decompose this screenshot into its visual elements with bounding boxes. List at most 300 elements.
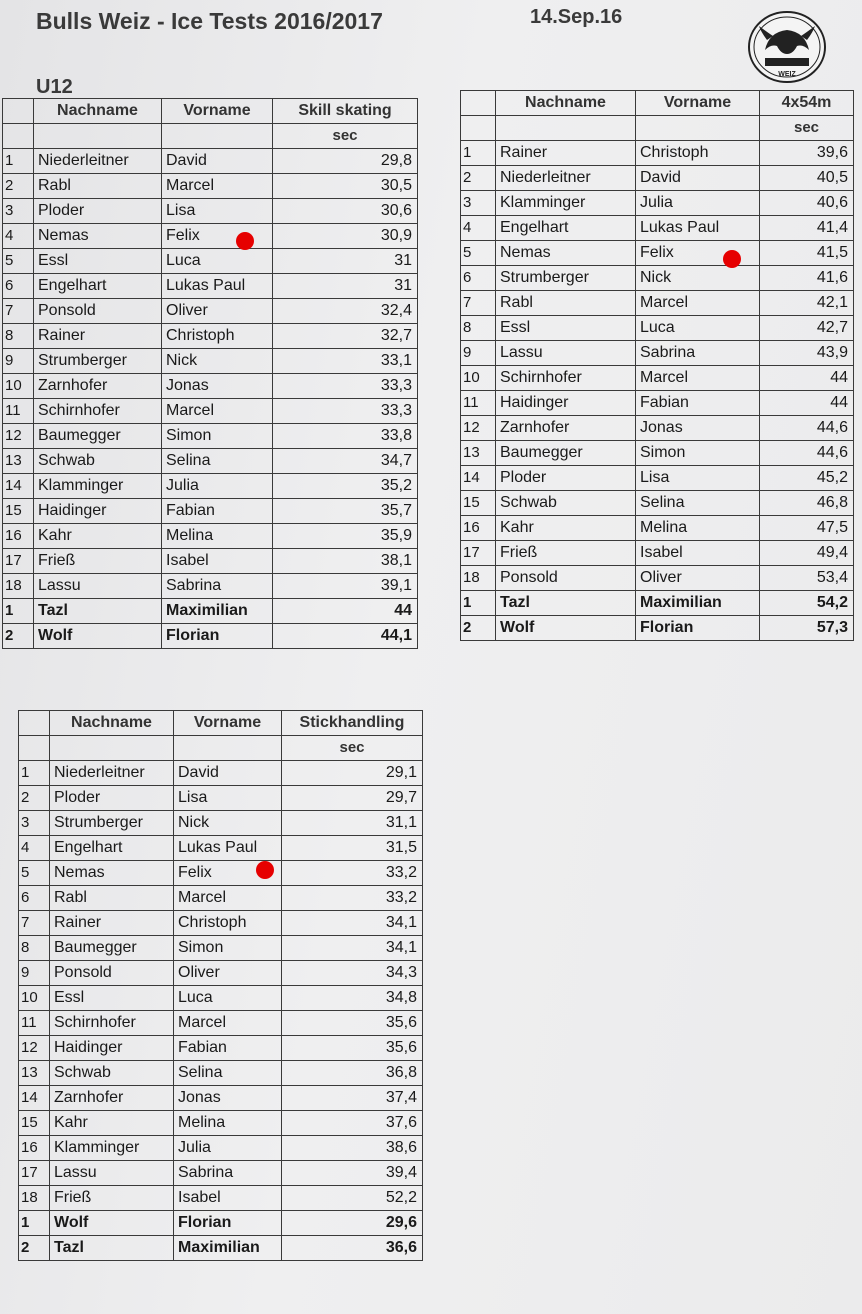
time-cell: 33,8 xyxy=(273,424,418,449)
rank-cell: 9 xyxy=(3,349,34,374)
lastname-cell: Haidinger xyxy=(496,391,636,416)
firstname-cell: Christoph xyxy=(162,324,273,349)
header-firstname: Vorname xyxy=(636,91,760,116)
rank-cell: 4 xyxy=(461,216,496,241)
time-cell: 40,5 xyxy=(760,166,854,191)
time-cell: 44,6 xyxy=(760,441,854,466)
firstname-cell: Isabel xyxy=(162,549,273,574)
rank-cell: 6 xyxy=(19,886,50,911)
empty-cell xyxy=(461,116,496,141)
time-cell: 47,5 xyxy=(760,516,854,541)
age-group-label: U12 xyxy=(36,76,73,98)
time-cell: 35,2 xyxy=(273,474,418,499)
rank-cell: 7 xyxy=(3,299,34,324)
firstname-cell: Fabian xyxy=(636,391,760,416)
time-cell: 53,4 xyxy=(760,566,854,591)
rank-cell: 17 xyxy=(461,541,496,566)
lastname-cell: Wolf xyxy=(50,1211,174,1236)
rank-cell: 1 xyxy=(461,591,496,616)
lastname-cell: Niederleitner xyxy=(34,149,162,174)
header-row xyxy=(19,711,423,736)
lastname-cell: Ploder xyxy=(50,786,174,811)
firstname-cell: Christoph xyxy=(174,911,282,936)
time-cell: 36,8 xyxy=(282,1061,423,1086)
lastname-cell: Frieß xyxy=(50,1186,174,1211)
table-row xyxy=(3,349,418,374)
firstname-cell: Simon xyxy=(162,424,273,449)
rank-cell: 1 xyxy=(461,141,496,166)
time-cell: 37,4 xyxy=(282,1086,423,1111)
lastname-cell: Lassu xyxy=(50,1161,174,1186)
unit-cell: sec xyxy=(282,736,423,761)
table-row xyxy=(3,274,418,299)
firstname-cell: Nick xyxy=(174,811,282,836)
time-cell: 42,7 xyxy=(760,316,854,341)
firstname-cell: Lisa xyxy=(162,199,273,224)
time-cell: 52,2 xyxy=(282,1186,423,1211)
lastname-cell: Rabl xyxy=(496,291,636,316)
rank-cell: 3 xyxy=(3,199,34,224)
rank-cell: 6 xyxy=(461,266,496,291)
lastname-cell: Haidinger xyxy=(34,499,162,524)
firstname-cell: Felix xyxy=(174,861,282,886)
table-row xyxy=(19,961,423,986)
lastname-cell: Essl xyxy=(496,316,636,341)
firstname-cell: Florian xyxy=(162,624,273,649)
time-cell: 34,3 xyxy=(282,961,423,986)
rank-cell: 2 xyxy=(19,786,50,811)
lastname-cell: Tazl xyxy=(50,1236,174,1261)
rank-cell: 12 xyxy=(461,416,496,441)
rank-cell: 17 xyxy=(19,1161,50,1186)
rank-cell: 13 xyxy=(3,449,34,474)
table-row xyxy=(3,549,418,574)
rank-cell: 9 xyxy=(19,961,50,986)
firstname-cell: Selina xyxy=(162,449,273,474)
table-row xyxy=(461,566,854,591)
lastname-cell: Niederleitner xyxy=(50,761,174,786)
rank-cell: 4 xyxy=(19,836,50,861)
table-row xyxy=(3,224,418,249)
time-cell: 44 xyxy=(760,391,854,416)
empty-cell xyxy=(50,736,174,761)
table-row xyxy=(461,491,854,516)
table-row xyxy=(461,541,854,566)
table-row xyxy=(3,249,418,274)
stickhandling-table xyxy=(18,710,423,1261)
table-row xyxy=(19,1136,423,1161)
table-row xyxy=(461,266,854,291)
empty-cell xyxy=(3,124,34,149)
time-cell: 37,6 xyxy=(282,1111,423,1136)
skill-skating-table xyxy=(2,98,418,649)
highlight-marker xyxy=(256,861,274,879)
rank-cell: 8 xyxy=(3,324,34,349)
lastname-cell: Rainer xyxy=(496,141,636,166)
rank-cell: 5 xyxy=(19,861,50,886)
table-row xyxy=(3,324,418,349)
rank-cell: 4 xyxy=(3,224,34,249)
goalie-row xyxy=(3,624,418,649)
table-row xyxy=(461,341,854,366)
lastname-cell: Essl xyxy=(34,249,162,274)
table-row xyxy=(19,911,423,936)
rank-cell: 3 xyxy=(19,811,50,836)
lastname-cell: Schwab xyxy=(50,1061,174,1086)
lastname-cell: Baumegger xyxy=(34,424,162,449)
lastname-cell: Baumegger xyxy=(50,936,174,961)
table-row xyxy=(3,574,418,599)
rank-cell: 5 xyxy=(461,241,496,266)
rank-cell: 1 xyxy=(3,599,34,624)
time-cell: 34,7 xyxy=(273,449,418,474)
table-row xyxy=(3,299,418,324)
firstname-cell: Lukas Paul xyxy=(636,216,760,241)
table-row xyxy=(19,861,423,886)
goalie-row xyxy=(461,591,854,616)
header-test: Skill skating xyxy=(273,99,418,124)
time-cell: 44,6 xyxy=(760,416,854,441)
time-cell: 31 xyxy=(273,249,418,274)
rank-cell: 13 xyxy=(19,1061,50,1086)
table-row xyxy=(461,366,854,391)
lastname-cell: Kahr xyxy=(50,1111,174,1136)
goalie-row xyxy=(19,1211,423,1236)
rank-cell: 7 xyxy=(19,911,50,936)
lastname-cell: Lassu xyxy=(496,341,636,366)
firstname-cell: David xyxy=(636,166,760,191)
table-row xyxy=(461,241,854,266)
firstname-cell: Julia xyxy=(162,474,273,499)
firstname-cell: Oliver xyxy=(174,961,282,986)
table-row xyxy=(3,374,418,399)
table-row xyxy=(19,1086,423,1111)
firstname-cell: Marcel xyxy=(636,366,760,391)
lastname-cell: Baumegger xyxy=(496,441,636,466)
time-cell: 38,6 xyxy=(282,1136,423,1161)
firstname-cell: Marcel xyxy=(636,291,760,316)
time-cell: 34,1 xyxy=(282,911,423,936)
unit-row xyxy=(3,124,418,149)
rank-cell: 2 xyxy=(461,616,496,641)
header-lastname: Nachname xyxy=(34,99,162,124)
table-row xyxy=(461,216,854,241)
firstname-cell: Simon xyxy=(174,936,282,961)
firstname-cell: Lisa xyxy=(174,786,282,811)
firstname-cell: Sabrina xyxy=(636,341,760,366)
time-cell: 57,3 xyxy=(760,616,854,641)
lastname-cell: Ploder xyxy=(34,199,162,224)
time-cell: 41,5 xyxy=(760,241,854,266)
time-cell: 33,2 xyxy=(282,886,423,911)
table-row xyxy=(461,291,854,316)
firstname-cell: Marcel xyxy=(162,399,273,424)
firstname-cell: Felix xyxy=(636,241,760,266)
header-row xyxy=(461,91,854,116)
firstname-cell: Melina xyxy=(174,1111,282,1136)
time-cell: 31 xyxy=(273,274,418,299)
lastname-cell: Haidinger xyxy=(50,1036,174,1061)
lastname-cell: Rabl xyxy=(34,174,162,199)
lastname-cell: Frieß xyxy=(34,549,162,574)
lastname-cell: Niederleitner xyxy=(496,166,636,191)
lastname-cell: Strumberger xyxy=(34,349,162,374)
header-lastname: Nachname xyxy=(496,91,636,116)
firstname-cell: Melina xyxy=(162,524,273,549)
firstname-cell: Fabian xyxy=(162,499,273,524)
lastname-cell: Nemas xyxy=(496,241,636,266)
table-row xyxy=(19,811,423,836)
table-row xyxy=(19,1186,423,1211)
empty-cell xyxy=(496,116,636,141)
rank-cell: 11 xyxy=(461,391,496,416)
firstname-cell: Oliver xyxy=(636,566,760,591)
firstname-cell: Lisa xyxy=(636,466,760,491)
firstname-cell: Isabel xyxy=(174,1186,282,1211)
lastname-cell: Engelhart xyxy=(34,274,162,299)
time-cell: 34,8 xyxy=(282,986,423,1011)
lastname-cell: Kahr xyxy=(34,524,162,549)
time-cell: 40,6 xyxy=(760,191,854,216)
lastname-cell: Ploder xyxy=(496,466,636,491)
firstname-cell: Nick xyxy=(636,266,760,291)
rank-cell: 16 xyxy=(461,516,496,541)
firstname-cell: Lukas Paul xyxy=(174,836,282,861)
time-cell: 30,6 xyxy=(273,199,418,224)
header-row xyxy=(3,99,418,124)
empty-cell xyxy=(34,124,162,149)
table-row xyxy=(19,1111,423,1136)
firstname-cell: Jonas xyxy=(636,416,760,441)
header-rank-cell xyxy=(461,91,496,116)
lastname-cell: Zarnhofer xyxy=(496,416,636,441)
table-row xyxy=(461,141,854,166)
firstname-cell: Julia xyxy=(174,1136,282,1161)
firstname-cell: Luca xyxy=(174,986,282,1011)
rank-cell: 1 xyxy=(19,761,50,786)
table-row xyxy=(3,524,418,549)
lastname-cell: Lassu xyxy=(34,574,162,599)
time-cell: 45,2 xyxy=(760,466,854,491)
rank-cell: 1 xyxy=(3,149,34,174)
highlight-marker xyxy=(236,232,254,250)
rank-cell: 2 xyxy=(461,166,496,191)
firstname-cell: Sabrina xyxy=(162,574,273,599)
lastname-cell: Ponsold xyxy=(34,299,162,324)
unit-cell: sec xyxy=(273,124,418,149)
time-cell: 32,4 xyxy=(273,299,418,324)
lastname-cell: Wolf xyxy=(34,624,162,649)
table-row xyxy=(461,316,854,341)
time-cell: 44,1 xyxy=(273,624,418,649)
time-cell: 44 xyxy=(273,599,418,624)
table-row xyxy=(461,416,854,441)
rank-cell: 8 xyxy=(19,936,50,961)
firstname-cell: Marcel xyxy=(174,886,282,911)
table-row xyxy=(3,149,418,174)
rank-cell: 17 xyxy=(3,549,34,574)
header-lastname: Nachname xyxy=(50,711,174,736)
time-cell: 35,6 xyxy=(282,1011,423,1036)
time-cell: 38,1 xyxy=(273,549,418,574)
lastname-cell: Engelhart xyxy=(496,216,636,241)
table-row xyxy=(3,424,418,449)
goalie-row xyxy=(19,1236,423,1261)
time-cell: 31,5 xyxy=(282,836,423,861)
lastname-cell: Zarnhofer xyxy=(34,374,162,399)
rank-cell: 18 xyxy=(461,566,496,591)
time-cell: 54,2 xyxy=(760,591,854,616)
lastname-cell: Schwab xyxy=(496,491,636,516)
unit-row xyxy=(19,736,423,761)
table-row xyxy=(19,936,423,961)
time-cell: 35,7 xyxy=(273,499,418,524)
firstname-cell: Marcel xyxy=(174,1011,282,1036)
unit-cell: sec xyxy=(760,116,854,141)
unit-row xyxy=(461,116,854,141)
highlight-marker xyxy=(723,250,741,268)
firstname-cell: Marcel xyxy=(162,174,273,199)
time-cell: 33,3 xyxy=(273,374,418,399)
firstname-cell: Maximilian xyxy=(174,1236,282,1261)
firstname-cell: Luca xyxy=(636,316,760,341)
firstname-cell: Oliver xyxy=(162,299,273,324)
rank-cell: 11 xyxy=(19,1011,50,1036)
time-cell: 32,7 xyxy=(273,324,418,349)
firstname-cell: Jonas xyxy=(174,1086,282,1111)
firstname-cell: Christoph xyxy=(636,141,760,166)
table-row xyxy=(461,466,854,491)
empty-cell xyxy=(174,736,282,761)
lastname-cell: Klamminger xyxy=(34,474,162,499)
lastname-cell: Klamminger xyxy=(496,191,636,216)
time-cell: 49,4 xyxy=(760,541,854,566)
rank-cell: 10 xyxy=(19,986,50,1011)
time-cell: 30,9 xyxy=(273,224,418,249)
empty-cell xyxy=(19,736,50,761)
firstname-cell: Selina xyxy=(636,491,760,516)
firstname-cell: Florian xyxy=(174,1211,282,1236)
rank-cell: 10 xyxy=(3,374,34,399)
lastname-cell: Strumberger xyxy=(496,266,636,291)
time-cell: 39,4 xyxy=(282,1161,423,1186)
rank-cell: 7 xyxy=(461,291,496,316)
table-row xyxy=(19,1161,423,1186)
empty-cell xyxy=(162,124,273,149)
lastname-cell: Ponsold xyxy=(50,961,174,986)
lastname-cell: Kahr xyxy=(496,516,636,541)
time-cell: 35,6 xyxy=(282,1036,423,1061)
table-row xyxy=(3,174,418,199)
time-cell: 34,1 xyxy=(282,936,423,961)
firstname-cell: Isabel xyxy=(636,541,760,566)
firstname-cell: Selina xyxy=(174,1061,282,1086)
firstname-cell: Fabian xyxy=(174,1036,282,1061)
lastname-cell: Frieß xyxy=(496,541,636,566)
lastname-cell: Rainer xyxy=(34,324,162,349)
table-row xyxy=(19,986,423,1011)
table-row xyxy=(461,191,854,216)
rank-cell: 12 xyxy=(3,424,34,449)
lastname-cell: Schirnhofer xyxy=(50,1011,174,1036)
rank-cell: 16 xyxy=(19,1136,50,1161)
firstname-cell: Sabrina xyxy=(174,1161,282,1186)
svg-text:WEIZ: WEIZ xyxy=(778,71,796,78)
header-firstname: Vorname xyxy=(174,711,282,736)
header-test: 4x54m xyxy=(760,91,854,116)
rank-cell: 10 xyxy=(461,366,496,391)
firstname-cell: Simon xyxy=(636,441,760,466)
table-row xyxy=(19,1036,423,1061)
table-row xyxy=(19,886,423,911)
table-row xyxy=(3,199,418,224)
rank-cell: 6 xyxy=(3,274,34,299)
lastname-cell: Schirnhofer xyxy=(34,399,162,424)
header-rank-cell xyxy=(19,711,50,736)
lastname-cell: Essl xyxy=(50,986,174,1011)
table-row xyxy=(461,391,854,416)
lastname-cell: Engelhart xyxy=(50,836,174,861)
time-cell: 29,6 xyxy=(282,1211,423,1236)
rank-cell: 2 xyxy=(3,174,34,199)
rank-cell: 16 xyxy=(3,524,34,549)
rank-cell: 15 xyxy=(19,1111,50,1136)
time-cell: 43,9 xyxy=(760,341,854,366)
lastname-cell: Strumberger xyxy=(50,811,174,836)
firstname-cell: Florian xyxy=(636,616,760,641)
rank-cell: 9 xyxy=(461,341,496,366)
rank-cell: 14 xyxy=(19,1086,50,1111)
rank-cell: 1 xyxy=(19,1211,50,1236)
rank-cell: 18 xyxy=(19,1186,50,1211)
table-row xyxy=(3,399,418,424)
time-cell: 44 xyxy=(760,366,854,391)
time-cell: 33,2 xyxy=(282,861,423,886)
firstname-cell: Maximilian xyxy=(162,599,273,624)
time-cell: 31,1 xyxy=(282,811,423,836)
page-title: Bulls Weiz - Ice Tests 2016/2017 xyxy=(36,8,383,34)
time-cell: 39,6 xyxy=(760,141,854,166)
time-cell: 46,8 xyxy=(760,491,854,516)
firstname-cell: Melina xyxy=(636,516,760,541)
lastname-cell: Klamminger xyxy=(50,1136,174,1161)
firstname-cell: Lukas Paul xyxy=(162,274,273,299)
table-row xyxy=(3,449,418,474)
table-row xyxy=(19,836,423,861)
time-cell: 33,1 xyxy=(273,349,418,374)
lastname-cell: Rabl xyxy=(50,886,174,911)
time-cell: 30,5 xyxy=(273,174,418,199)
firstname-cell: David xyxy=(174,761,282,786)
lastname-cell: Nemas xyxy=(50,861,174,886)
lastname-cell: Zarnhofer xyxy=(50,1086,174,1111)
bulls-logo-icon xyxy=(747,10,827,84)
lastname-cell: Wolf xyxy=(496,616,636,641)
test-date: 14.Sep.16 xyxy=(530,6,623,28)
rank-cell: 2 xyxy=(19,1236,50,1261)
rank-cell: 14 xyxy=(3,474,34,499)
table-row xyxy=(461,441,854,466)
table-row xyxy=(461,516,854,541)
sprint-4x54m-table xyxy=(460,90,854,641)
firstname-cell: Felix xyxy=(162,224,273,249)
empty-cell xyxy=(636,116,760,141)
firstname-cell: David xyxy=(162,149,273,174)
table-row xyxy=(19,1011,423,1036)
time-cell: 29,8 xyxy=(273,149,418,174)
firstname-cell: Luca xyxy=(162,249,273,274)
time-cell: 36,6 xyxy=(282,1236,423,1261)
